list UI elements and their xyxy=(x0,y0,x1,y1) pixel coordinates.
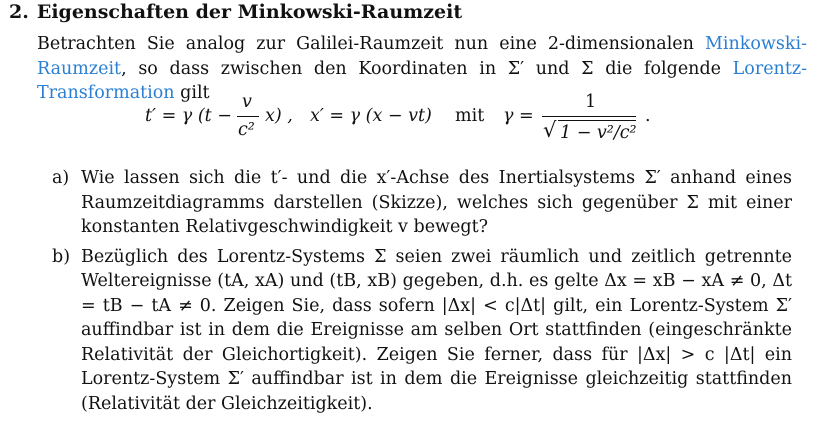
question-a xyxy=(52,166,792,240)
intro-text-3: gilt xyxy=(174,83,210,103)
t-prime-lhs: t′ = γ (t − xyxy=(145,106,232,126)
t-prime-x-close: x) , xyxy=(265,106,293,126)
intro-text-1: Betrachten Sie analog zur Galilei-Raumzeit nun eine 2-dimensionalen xyxy=(37,34,705,54)
exercise-number: 2. xyxy=(9,1,29,23)
x-prime-equation: x′ = γ (x − vt) xyxy=(310,106,432,126)
mit-word: mit xyxy=(455,106,485,126)
question-b-text: Bezüglich des Lorentz-Systems Σ seien zwei räumlich und zeitlich getrennte Welterеignisse (tA, xA) und (tB, xB) gegeben, d.h. es gelte Δx = xB − xA ≠ 0, Δt = tB − tA ≠ 0. Zeigen Sie, dass sofern |Δx| < c|Δt| gilt, ein Lorentz-System Σ′ auffindbar ist in dem die Ereignisse am selben Ort stattfinden (eingeschränkte Relativität der Gleichortigkeit). Zeigen Sie ferner, dass für |Δx| > c |Δt| ein Lorentz-System Σ′ auffindbar ist in dem die Ereignisse gleichzeitig stattfinden (Relativität der Gleichzeitigkeit). xyxy=(81,246,792,414)
question-b xyxy=(52,245,792,417)
gamma-equals: γ = xyxy=(503,106,534,126)
equation-period: . xyxy=(645,106,651,126)
exercise-heading xyxy=(9,0,462,24)
question-b-label: b) xyxy=(52,246,71,267)
fraction-bar-v-c2 xyxy=(237,116,259,117)
gamma-fraction-bar xyxy=(542,116,636,117)
sqrt-sign: √ xyxy=(543,118,557,142)
gamma-radicand: 1 − v²/c² xyxy=(560,123,637,143)
question-list xyxy=(52,166,792,421)
exercise-title: Eigenschaften der Minkowski-Raumzeit xyxy=(36,1,463,23)
question-a-text: Wie lassen sich die t′- und die x′-Achse des Inertialsystems Σ′ anhand eines Raumzeitdiagramms darstellen (Skizze), welches sich gegenüber Σ mit einer konstanten Relativgeschwindigkeit v bewegt? xyxy=(81,168,792,237)
intro-text-2: , so dass zwischen den Koordinaten in Σ′ und Σ die folgende xyxy=(121,58,733,79)
question-a-label: a) xyxy=(52,168,70,188)
lorentz-link[interactable]: Lorentz-Transformation xyxy=(37,58,807,103)
gamma-numerator: 1 xyxy=(585,92,597,112)
intro-paragraph xyxy=(37,32,807,106)
fraction-numerator-v: v xyxy=(242,92,252,112)
fraction-denominator-c2: c² xyxy=(238,120,255,140)
minkowski-link[interactable]: Minkowski-Raumzeit xyxy=(37,34,807,79)
